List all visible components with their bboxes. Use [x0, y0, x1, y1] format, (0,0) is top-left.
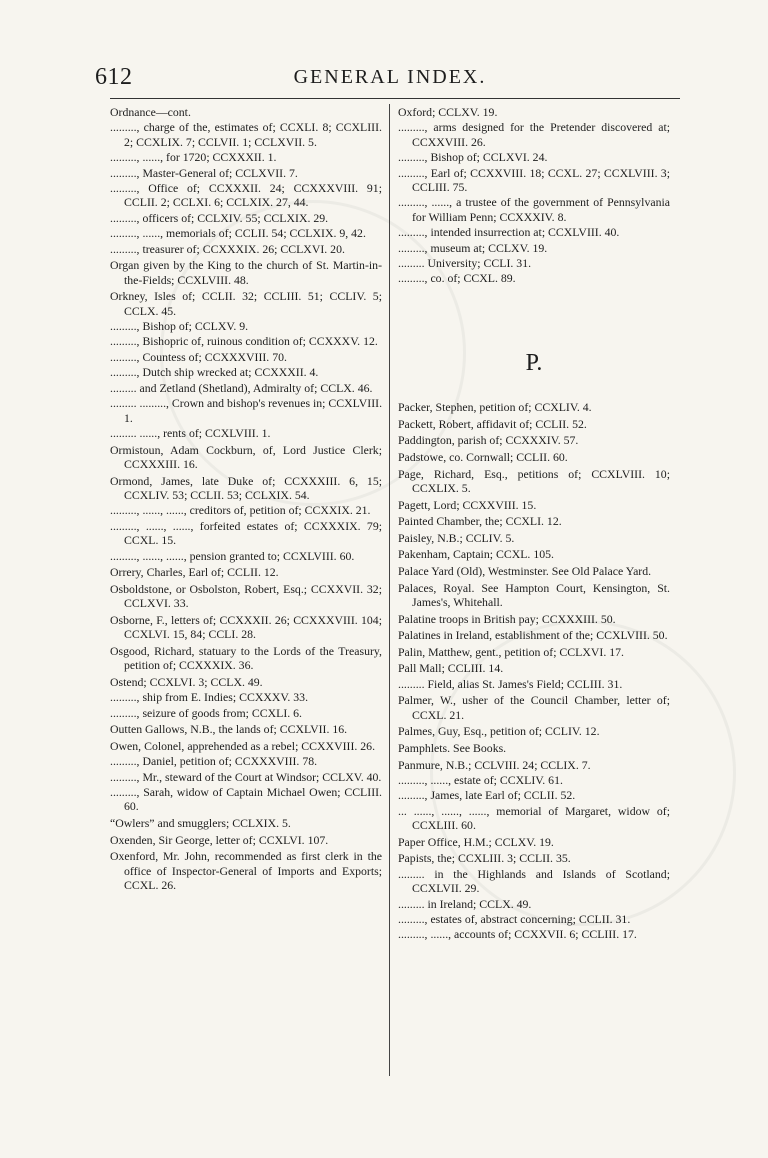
- index-entry: Oxenford, Mr. John, recommended as first clerk in the office of Inspector-General of Imports and Exports; CCXL. 26.: [110, 849, 382, 892]
- index-entry: ........., intended insurrection at; CCXLVIII. 40.: [398, 225, 620, 240]
- index-entry: ........., Earl of; CCXXVIII. 18; CCXL. 27; CCXLVIII. 3; CCLIII. 75.: [398, 165, 670, 195]
- index-entry: Oxenden, Sir George, letter of; CCXLVI. 107.: [110, 832, 329, 847]
- index-entry: Organ given by the King to the church of St. Martin-in-the-Fields; CCXLVIII. 48.: [110, 258, 382, 287]
- index-entry: ........., ......, estate of; CCXLIV. 61.: [398, 773, 563, 787]
- index-entry: Osborne, F., letters of; CCXXXII. 26; CCXXXVIII. 104; CCXLVI. 15, 84; CCLI. 28.: [110, 612, 382, 642]
- index-entry: ........., Bishop of; CCLXVI. 24.: [398, 150, 548, 165]
- index-entry: Orrery, Charles, Earl of; CCLII. 12.: [110, 565, 279, 580]
- index-entry: Oxford; CCLXV. 19.: [398, 105, 498, 119]
- index-entry: ........., co. of; CCXL. 89.: [398, 271, 516, 286]
- index-entry: Palmes, Guy, Esq., petition of; CCLIV. 12.: [398, 724, 600, 739]
- index-entry: ........., ......, ......, creditors of, petition of; CCXXIX. 21.: [110, 503, 371, 518]
- index-column-right: [398, 105, 670, 943]
- index-entry: ......... in the Highlands and Islands of Scotland; CCXLVII. 29.: [398, 866, 670, 896]
- index-entry: Palin, Matthew, gent., petition of; CCLXVI. 17.: [398, 644, 624, 659]
- index-entry: Paisley, N.B.; CCLIV. 5.: [398, 530, 515, 545]
- index-entry: ........., officers of; CCLXIV. 55; CCLXIX. 29.: [110, 210, 329, 225]
- index-entry: ........., James, late Earl of; CCLII. 52.: [398, 788, 576, 803]
- index-entry: Outten Gallows, N.B., the lands of; CCXLVII. 16.: [110, 722, 348, 737]
- index-entry: ......... in Ireland; CCLX. 49.: [398, 896, 532, 911]
- page-header: [95, 60, 685, 94]
- index-entry: “Owlers” and smugglers; CCLXIX. 5.: [110, 815, 291, 830]
- index-entry: ........., ......, accounts of; CCXXVII. 6; CCLIII. 17.: [398, 927, 637, 942]
- index-entry: ......... ........., Crown and bishop's revenues in; CCXLVIII. 1.: [110, 396, 383, 425]
- section-letter: P.: [525, 349, 543, 376]
- index-entry: ......... ......, rents of; CCXLVIII. 1.: [110, 425, 271, 440]
- index-entry: Pagett, Lord; CCXXVIII. 15.: [398, 497, 537, 512]
- index-entry: ........., seizure of goods from; CCXLI. 6.: [110, 705, 302, 720]
- index-entry: ........., ......, ......, pension granted to; CCXLVIII. 60.: [110, 548, 355, 563]
- index-entry: Ordnance—cont.: [110, 105, 191, 119]
- index-entry: ........., ......, ......, forfeited estates of; CCXXXIX. 79; CCXL. 15.: [110, 518, 382, 548]
- index-entry: ........., Bishop of; CCLXV. 9.: [110, 319, 249, 334]
- index-entry: Palatines in Ireland, establishment of the; CCXLVIII. 50.: [398, 628, 668, 643]
- index-entry: ........., Daniel, petition of; CCXXXVIII. 78.: [110, 754, 318, 769]
- index-entry: Packer, Stephen, petition of; CCXLIV. 4.: [398, 400, 592, 415]
- index-entry: ......... Field, alias St. James's Field; CCLIII. 31.: [398, 676, 623, 691]
- index-entry: ........., Dutch ship wrecked at; CCXXXII. 4.: [110, 365, 319, 380]
- page-title: GENERAL INDEX.: [293, 66, 487, 88]
- index-entry: ........., Master-General of; CCLXVII. 7.: [110, 165, 298, 180]
- index-entry: Panmure, N.B.; CCLVIII. 24; CCLIX. 7.: [398, 757, 591, 772]
- index-entry: ........., charge of the, estimates of; CCXLI. 8; CCXLIII. 2; CCXLIX. 7; CCLVII. 1; CCLXVII. 5.: [110, 120, 382, 149]
- index-entry: ........., Mr., steward of the Court at Windsor; CCLXV. 40.: [110, 769, 382, 784]
- index-entry: Padstowe, co. Cornwall; CCLII. 60.: [398, 450, 568, 465]
- index-entry: ........., estates of, abstract concerning; CCLII. 31.: [398, 912, 631, 927]
- index-entry: Osboldstone, or Osbolston, Robert, Esq.; CCXXVII. 32; CCLXVI. 33.: [110, 581, 382, 611]
- index-entry: Papists, the; CCXLIII. 3; CCLII. 35.: [398, 851, 571, 866]
- index-entry: Ormistoun, Adam Cockburn, of, Lord Justice Clerk; CCXXXIII. 16.: [110, 442, 382, 471]
- index-entry: Palaces, Royal. See Hampton Court, Kensington, St. James's, Whitehall.: [398, 580, 670, 610]
- index-entry: ........., Countess of; CCXXXVIII. 70.: [110, 349, 287, 364]
- index-entry: ........., treasurer of; CCXXXIX. 26; CCLXVI. 20.: [110, 241, 345, 256]
- index-entry: Ormond, James, late Duke of; CCXXXIII. 6, 15; CCXLIV. 53; CCLII. 53; CCLXIX. 54.: [110, 473, 382, 502]
- index-entry: ......... and Zetland (Shetland), Admiralty of; CCLX. 46.: [110, 380, 373, 395]
- index-entry: ........., Sarah, widow of Captain Michael Owen; CCLIII. 60.: [110, 784, 382, 814]
- index-entry: ........., ......, a trustee of the government of Pennsylvania for William Penn; CCXXXIV. 8.: [398, 195, 670, 224]
- index-entry: Owen, Colonel, apprehended as a rebel; CCXXVIII. 26.: [110, 738, 376, 753]
- index-entry: Page, Richard, Esq., petitions of; CCXLVIII. 10; CCXLIX. 5.: [398, 466, 670, 496]
- index-entry: Palatine troops in British pay; CCXXXIII. 50.: [398, 611, 616, 626]
- index-entry: ........., Office of; CCXXXII. 24; CCXXXVIII. 91; CCLII. 2; CCLXI. 6; CCLXIX. 27, 44.: [110, 181, 382, 210]
- index-entry: Ostend; CCXLVI. 3; CCLX. 49.: [110, 674, 263, 689]
- index-entry: ........., ......, for 1720; CCXXXII. 1.: [110, 150, 277, 165]
- index-entry: Palmer, W., usher of the Council Chamber, letter of; CCXL. 21.: [398, 693, 670, 722]
- index-entry: ........., ......, memorials of; CCLII. 54; CCLXIX. 9, 42.: [110, 226, 366, 241]
- index-entry: Osgood, Richard, statuary to the Lords of the Treasury, petition of; CCXXXIX. 36.: [110, 643, 382, 673]
- page-number: 612: [95, 64, 133, 90]
- index-entry: ........., Bishopric of, ruinous condition of; CCXXXV. 12.: [110, 334, 378, 349]
- index-entry: Orkney, Isles of; CCLII. 32; CCLIII. 51; CCLIV. 5; CCLX. 45.: [110, 289, 382, 318]
- index-entry: ........., ship from E. Indies; CCXXXV. 33.: [110, 690, 309, 705]
- index-entry: Packett, Robert, affidavit of; CCLII. 52.: [398, 416, 587, 431]
- index-entry: ......... University; CCLI. 31.: [398, 256, 532, 271]
- index-entry: Paddington, parish of; CCXXXIV. 57.: [398, 433, 579, 448]
- index-entry: ... ......, ......, ......, memorial of Margaret, widow of; CCXLIII. 60.: [398, 803, 670, 833]
- index-entry: Painted Chamber, the; CCXLI. 12.: [398, 514, 562, 529]
- index-entry: ........., museum at; CCLXV. 19.: [398, 240, 548, 255]
- index-column-left: [110, 105, 382, 893]
- index-entry: Paper Office, H.M.; CCLXV. 19.: [398, 834, 554, 849]
- index-entry: Palace Yard (Old), Westminster. See Old Palace Yard.: [398, 564, 652, 579]
- index-entry: Pakenham, Captain; CCXL. 105.: [398, 547, 554, 562]
- column-divider: [389, 104, 390, 1076]
- index-entry: Pamphlets. See Books.: [398, 741, 507, 755]
- header-rule: [110, 98, 680, 99]
- index-entry: ........., arms designed for the Pretender discovered at; CCXXVIII. 26.: [398, 120, 670, 149]
- index-entry: Pall Mall; CCLIII. 14.: [398, 661, 504, 676]
